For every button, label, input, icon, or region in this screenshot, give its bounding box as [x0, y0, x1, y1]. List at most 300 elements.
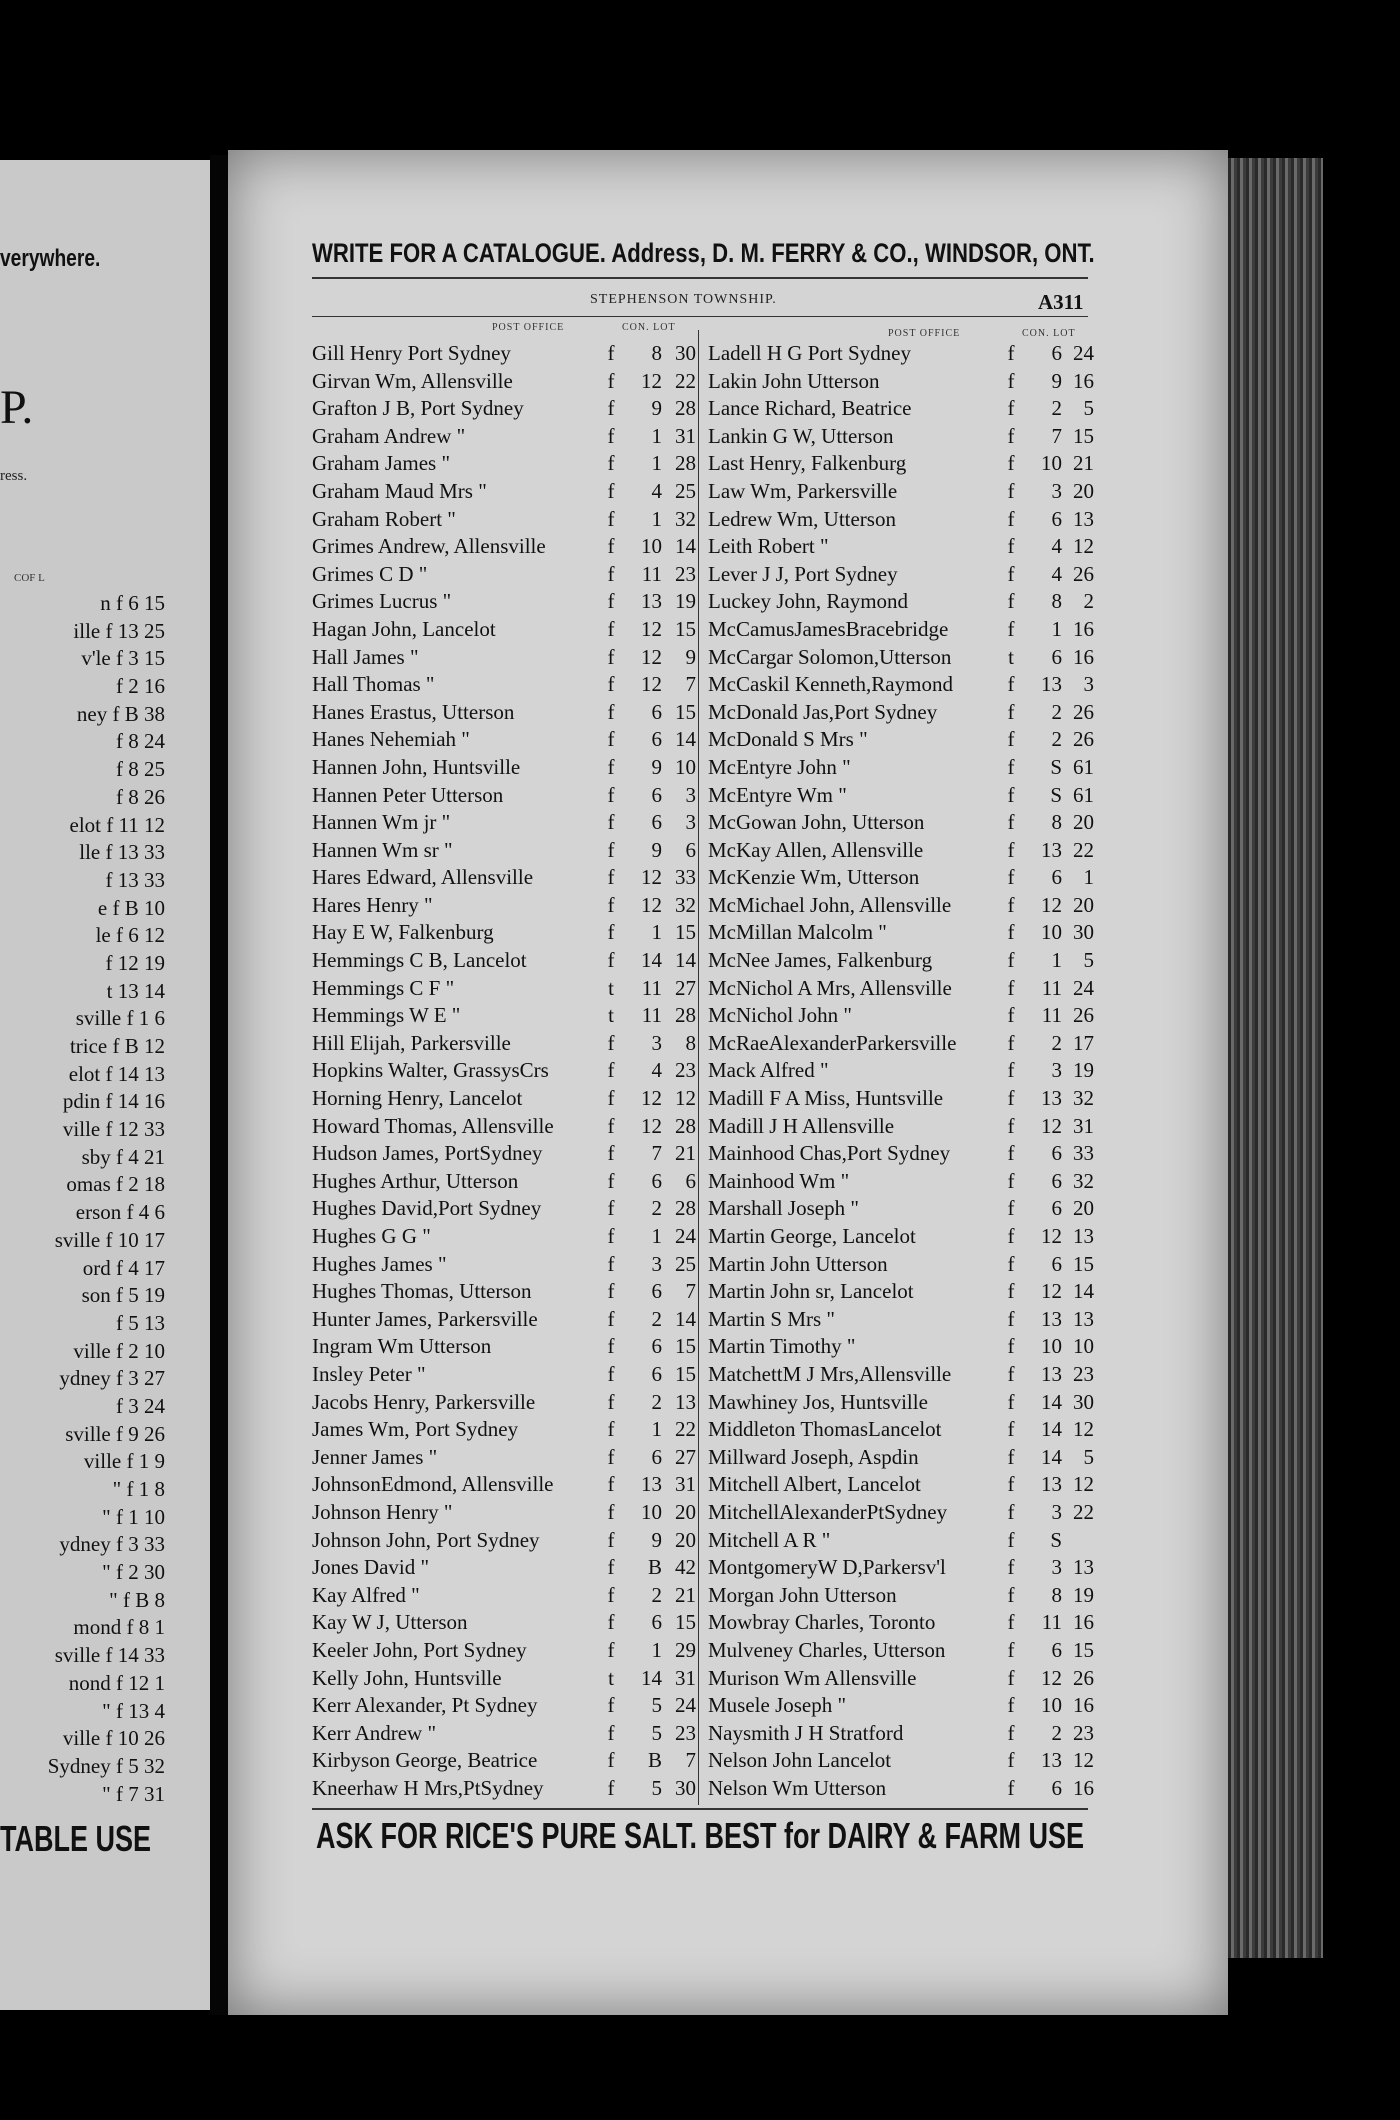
entry-concession: 13 — [1041, 1748, 1062, 1773]
entry-name: Martin S Mrs " — [708, 1306, 835, 1331]
entry-name: Mainhood Wm " — [708, 1168, 850, 1193]
left-page-row: trice f B 12 — [69, 1034, 165, 1058]
entry-class: f — [607, 865, 615, 890]
entry-class: f — [1007, 975, 1015, 1000]
entry-lot: 31 — [675, 423, 696, 448]
entry-name: Kneerhaw H Mrs,PtSydney — [312, 1775, 544, 1800]
left-page-header-fragment: verywhere. — [0, 245, 101, 272]
directory-entry — [312, 1389, 696, 1417]
entry-concession: 12 — [1041, 1224, 1062, 1248]
entry-lot: 21 — [675, 1141, 696, 1166]
entry-concession: 6 — [1051, 1251, 1062, 1276]
header-advertisement: WRITE FOR A CATALOGUE. Address, D. M. FERRY & CO., WINDSOR, ONT. — [312, 238, 1095, 268]
entry-lot: 26 — [1073, 1665, 1094, 1690]
directory-entry — [312, 809, 696, 837]
entry-concession: 13 — [641, 1472, 662, 1497]
entry-concession: S — [1050, 782, 1062, 807]
entry-class: f — [1007, 727, 1015, 752]
directory-entry — [708, 1499, 1092, 1527]
entry-concession: 6 — [1051, 1637, 1062, 1662]
entry-concession: 4 — [651, 478, 662, 503]
footer-advertisement: ASK FOR RICE'S PURE SALT. BEST for DAIRY & FARM USE — [316, 1815, 1084, 1856]
entry-class: f — [607, 1720, 615, 1745]
entry-name: Martin John Utterson — [708, 1251, 888, 1276]
directory-entry — [708, 671, 1092, 699]
entry-name: Hughes James " — [312, 1251, 447, 1276]
entry-concession: 2 — [1051, 1030, 1062, 1055]
directory-entry — [312, 919, 696, 947]
entry-name: Graham Robert " — [312, 506, 456, 531]
entry-name: Kerr Alexander, Pt Sydney — [312, 1693, 538, 1718]
directory-entry — [708, 450, 1092, 478]
left-page-row: ney f B 38 — [76, 701, 165, 726]
directory-entry — [708, 1030, 1092, 1058]
entry-lot: 30 — [675, 341, 696, 365]
entry-lot: 9 — [685, 644, 696, 669]
entry-name: Hughes David,Port Sydney — [312, 1196, 542, 1221]
entry-concession: B — [647, 1748, 662, 1773]
entry-concession: 9 — [1051, 368, 1062, 393]
entry-class: f — [607, 1058, 615, 1083]
entry-lot: 31 — [675, 1472, 696, 1497]
entry-name: Martin Timothy " — [708, 1334, 856, 1359]
entry-concession: 12 — [641, 892, 662, 917]
entry-concession: 6 — [651, 1168, 662, 1193]
entry-class: f — [607, 534, 615, 559]
directory-entry — [312, 1582, 696, 1610]
entry-concession: 6 — [651, 1334, 662, 1359]
directory-entry — [708, 1471, 1092, 1499]
entry-name: Hannen Wm sr " — [312, 837, 453, 862]
left-page-row: erson f 4 6 — [75, 1200, 165, 1225]
entry-lot: 15 — [1073, 1637, 1094, 1662]
entry-concession: 6 — [651, 1279, 662, 1304]
directory-entry — [312, 864, 696, 892]
entry-name: Millward Joseph, Aspdin — [708, 1444, 919, 1469]
directory-entry — [312, 1692, 696, 1720]
entry-name: McMillan Malcolm " — [708, 920, 887, 945]
entry-name: Lever J J, Port Sydney — [708, 561, 898, 586]
entry-class: f — [607, 810, 615, 835]
entry-class: f — [1007, 534, 1015, 559]
entry-lot: 28 — [675, 396, 696, 421]
directory-entry — [708, 1361, 1092, 1389]
entry-concession: 11 — [1041, 1610, 1062, 1635]
entry-class: f — [607, 1582, 615, 1607]
entry-name: McMichael John, Allensville — [708, 892, 952, 917]
entry-name: Murison Wm Allensville — [708, 1665, 917, 1690]
left-page-row: sville f 10 17 — [54, 1227, 165, 1252]
entry-class: f — [1007, 616, 1015, 641]
entry-name: Lankin G W, Utterson — [708, 423, 894, 448]
entry-name: Mowbray Charles, Toronto — [708, 1610, 936, 1635]
entry-class: f — [1007, 1665, 1015, 1690]
entry-concession: 6 — [1051, 341, 1062, 365]
directory-entry — [708, 1554, 1092, 1582]
entry-name: McEntyre John " — [708, 754, 851, 779]
entry-name: Hemmings C B, Lancelot — [312, 948, 527, 973]
entry-concession: 2 — [1051, 396, 1062, 421]
entry-name: Madill F A Miss, Huntsville — [708, 1086, 944, 1111]
directory-entry — [312, 1278, 696, 1306]
directory-entry — [708, 1306, 1092, 1334]
entry-lot: 30 — [1073, 920, 1094, 945]
entry-class: f — [607, 1693, 615, 1718]
entry-lot: 15 — [1073, 1251, 1094, 1276]
left-page-row: " f 7 31 — [102, 1781, 165, 1806]
entry-name: Lakin John Utterson — [708, 368, 880, 393]
entry-class: f — [607, 892, 615, 917]
entry-lot: 32 — [1073, 1086, 1094, 1111]
entry-concession: 13 — [1041, 1361, 1062, 1386]
entry-class: f — [1007, 1472, 1015, 1497]
entry-lot: 27 — [675, 1444, 696, 1469]
entry-concession: 13 — [1041, 1472, 1062, 1497]
entry-class: f — [1007, 948, 1015, 973]
left-page-row: f 8 26 — [116, 784, 165, 809]
entry-name: Keeler John, Port Sydney — [312, 1637, 527, 1662]
entry-concession: 14 — [1041, 1417, 1062, 1442]
entry-name: Grimes C D " — [312, 561, 428, 586]
entry-name: Graham Andrew " — [312, 423, 466, 448]
directory-entry — [312, 1195, 696, 1223]
township-subheading: STEPHENSON TOWNSHIP. — [590, 292, 777, 307]
entry-name: McGowan John, Utterson — [708, 810, 925, 835]
directory-entry — [708, 1692, 1092, 1720]
entry-lot: 28 — [675, 451, 696, 476]
entry-concession: 10 — [1041, 1334, 1062, 1359]
entry-name: Jones David " — [312, 1555, 430, 1580]
entry-concession: 3 — [1051, 478, 1062, 503]
directory-entry — [708, 1002, 1092, 1030]
entry-concession: 14 — [641, 1665, 662, 1690]
left-page-row: ydney f 3 27 — [59, 1366, 165, 1391]
entry-concession: 6 — [651, 1610, 662, 1635]
entry-class: f — [1007, 1361, 1015, 1386]
entry-lot: 19 — [1073, 1582, 1094, 1607]
entry-concession: 12 — [641, 1086, 662, 1111]
entry-lot: 20 — [1073, 810, 1094, 835]
entry-name: Law Wm, Parkersville — [708, 478, 898, 503]
entry-class: f — [1007, 865, 1015, 890]
directory-entry — [312, 1113, 696, 1141]
entry-name: JohnsonEdmond, Allensville — [312, 1472, 554, 1497]
entry-name: Hughes Thomas, Utterson — [312, 1279, 532, 1304]
entry-name: Gill Henry Port Sydney — [312, 341, 511, 365]
entry-lot: 24 — [1073, 341, 1094, 365]
entry-name: Mack Alfred " — [708, 1058, 829, 1083]
directory-entry — [708, 1057, 1092, 1085]
entry-name: Morgan John Utterson — [708, 1582, 897, 1607]
entry-name: Naysmith J H Stratford — [708, 1720, 904, 1745]
entry-concession: 6 — [1051, 1196, 1062, 1221]
left-page-row: f 8 24 — [116, 729, 165, 754]
entry-concession: 1 — [651, 920, 662, 945]
entry-lot: 14 — [675, 534, 696, 559]
entry-concession: 13 — [1041, 1306, 1062, 1331]
left-page-row: v'le f 3 15 — [81, 646, 165, 671]
entry-class: f — [1007, 699, 1015, 724]
entry-concession: 2 — [651, 1306, 662, 1331]
entry-concession: 1 — [651, 506, 662, 531]
directory-entry — [312, 1444, 696, 1472]
entry-name: McDonald S Mrs " — [708, 727, 868, 752]
directory-entry — [312, 561, 696, 589]
entry-class: f — [1007, 368, 1015, 393]
directory-entry — [312, 1720, 696, 1748]
entry-concession: 11 — [641, 1003, 662, 1028]
entry-lot: 12 — [1073, 1472, 1094, 1497]
right-con-lot-header: CON. LOT — [1022, 328, 1076, 339]
entry-lot: 12 — [1073, 1417, 1094, 1442]
entry-lot: 32 — [1073, 1168, 1094, 1193]
entry-concession: 2 — [1051, 727, 1062, 752]
left-page-column-label: COF L — [14, 572, 45, 584]
entry-concession: 4 — [651, 1058, 662, 1083]
directory-entry — [312, 616, 696, 644]
entry-class: f — [1007, 1030, 1015, 1055]
entry-name: Lance Richard, Beatrice — [708, 396, 912, 421]
entry-lot: 28 — [675, 1113, 696, 1138]
entry-concession: 2 — [651, 1582, 662, 1607]
entry-concession: B — [647, 1555, 662, 1580]
entry-name: Hemmings W E " — [312, 1003, 461, 1028]
entry-lot: 20 — [675, 1499, 696, 1524]
left-page-row: f 3 24 — [116, 1393, 165, 1418]
entry-concession: 2 — [651, 1389, 662, 1414]
entry-concession: 12 — [1041, 1279, 1062, 1304]
entry-concession: 12 — [1041, 892, 1062, 917]
left-page-row: f 13 33 — [105, 867, 165, 892]
left-page-row: ville f 2 10 — [73, 1338, 165, 1363]
directory-entry — [708, 1527, 1092, 1555]
entry-name: McCargar Solomon,Utterson — [708, 644, 952, 669]
directory-entry — [708, 919, 1092, 947]
entry-class: f — [607, 616, 615, 641]
left-page-row: son f 5 19 — [81, 1283, 165, 1308]
entry-name: McEntyre Wm " — [708, 782, 847, 807]
entry-concession: 6 — [651, 727, 662, 752]
entry-name: McCamusJamesBracebridge — [708, 616, 949, 641]
left-page-row: mond f 8 1 — [73, 1615, 165, 1640]
entry-lot: 24 — [1073, 975, 1094, 1000]
entry-concession: 3 — [1051, 1058, 1062, 1083]
entry-name: Hunter James, Parkersville — [312, 1306, 538, 1331]
entry-class: f — [607, 920, 615, 945]
directory-entry — [708, 395, 1092, 423]
entry-lot: 27 — [675, 975, 696, 1000]
directory-entry — [312, 671, 696, 699]
entry-class: f — [607, 561, 615, 586]
entry-class: f — [607, 1030, 615, 1055]
directory-entry — [312, 1168, 696, 1196]
directory-entry — [708, 1389, 1092, 1417]
entry-name: MitchellAlexanderPtSydney — [708, 1499, 948, 1524]
left-page-row: " f 13 4 — [102, 1698, 165, 1723]
left-page-row: f 12 19 — [105, 950, 165, 975]
directory-entry — [708, 975, 1092, 1003]
entry-name: Hughes Arthur, Utterson — [312, 1168, 519, 1193]
directory-entry — [312, 450, 696, 478]
directory-entry — [708, 1140, 1092, 1168]
entry-name: McNee James, Falkenburg — [708, 948, 933, 973]
entry-class: f — [607, 368, 615, 393]
entry-lot: 6 — [685, 837, 696, 862]
left-page-row: sville f 9 26 — [65, 1421, 165, 1446]
entry-name: Mitchell A R " — [708, 1527, 831, 1552]
entry-concession: 10 — [1041, 920, 1062, 945]
entry-lot: 28 — [675, 1003, 696, 1028]
entry-lot: 15 — [675, 616, 696, 641]
entry-name: Hopkins Walter, GrassysCrs — [312, 1058, 549, 1083]
entry-class: f — [607, 1334, 615, 1359]
entry-concession: 10 — [1041, 1693, 1062, 1718]
entry-lot: 7 — [685, 672, 696, 697]
directory-entry — [312, 1223, 696, 1251]
left-page-row: f 8 25 — [116, 757, 165, 782]
entry-class: f — [607, 1141, 615, 1166]
entry-class: f — [1007, 837, 1015, 862]
left-page-row: nond f 12 1 — [68, 1670, 165, 1695]
entry-class: t — [608, 1665, 614, 1690]
entry-name: Mulveney Charles, Utterson — [708, 1637, 946, 1662]
directory-entry — [312, 1085, 696, 1113]
entry-lot: 23 — [675, 561, 696, 586]
entry-lot: 19 — [1073, 1058, 1094, 1083]
entry-lot: 26 — [1073, 561, 1094, 586]
directory-entry — [312, 947, 696, 975]
entry-class: f — [607, 1361, 615, 1386]
directory-entry — [312, 423, 696, 451]
entry-lot: 23 — [675, 1720, 696, 1745]
entry-class: f — [607, 1637, 615, 1662]
entry-lot: 16 — [1073, 1610, 1094, 1635]
left-page-row: sby f 4 21 — [81, 1144, 165, 1169]
entry-lot: 20 — [1073, 1196, 1094, 1221]
directory-entry — [312, 892, 696, 920]
entry-concession: 8 — [1051, 1582, 1062, 1607]
entry-name: Graham James " — [312, 451, 451, 476]
entry-lot: 13 — [1073, 1555, 1094, 1580]
entry-lot: 16 — [1073, 368, 1094, 393]
entry-concession: 12 — [1041, 1113, 1062, 1138]
directory-entry — [708, 754, 1092, 782]
entry-lot: 3 — [1083, 672, 1094, 697]
entry-name: Middleton ThomasLancelot — [708, 1417, 942, 1442]
entry-class: t — [1008, 644, 1014, 669]
entry-lot: 42 — [675, 1555, 696, 1580]
directory-entry — [312, 478, 696, 506]
entry-name: Kerr Andrew " — [312, 1720, 437, 1745]
entry-name: Mitchell Albert, Lancelot — [708, 1472, 921, 1497]
entry-concession: 10 — [641, 1499, 662, 1524]
entry-lot: 21 — [675, 1582, 696, 1607]
entry-name: Marshall Joseph " — [708, 1196, 859, 1221]
directory-entry — [312, 726, 696, 754]
entry-concession: 6 — [651, 1361, 662, 1386]
directory-entry — [312, 1333, 696, 1361]
entry-name: Jacobs Henry, Parkersville — [312, 1389, 536, 1414]
left-page-row: ville f 1 9 — [83, 1449, 165, 1474]
directory-entry — [312, 1775, 696, 1803]
directory-entry — [312, 588, 696, 616]
left-page-row: " f 1 10 — [102, 1504, 165, 1529]
left-column-listing — [312, 340, 696, 1802]
entry-concession: 3 — [651, 1030, 662, 1055]
entry-name: Hall Thomas " — [312, 672, 435, 697]
entry-concession: 6 — [1051, 1775, 1062, 1800]
entry-name: Girvan Wm, Allensville — [312, 368, 513, 393]
entry-class: f — [607, 1168, 615, 1193]
entry-name: McNichol John " — [708, 1003, 852, 1028]
entry-concession: 11 — [1041, 975, 1062, 1000]
entry-class: f — [607, 837, 615, 862]
entry-lot: 16 — [1073, 616, 1094, 641]
entry-name: Kirbyson George, Beatrice — [312, 1748, 538, 1773]
directory-entry — [312, 1361, 696, 1389]
directory-entry — [312, 782, 696, 810]
entry-class: f — [1007, 1444, 1015, 1469]
entry-lot: 15 — [675, 1334, 696, 1359]
entry-lot: 19 — [675, 589, 696, 614]
entry-name: Martin John sr, Lancelot — [708, 1279, 914, 1304]
entry-concession: 6 — [1051, 1168, 1062, 1193]
entry-lot: 20 — [1073, 892, 1094, 917]
left-page-row: ydney f 3 33 — [59, 1532, 165, 1557]
entry-concession: 2 — [1051, 1720, 1062, 1745]
entry-concession: S — [1050, 754, 1062, 779]
entry-class: f — [607, 341, 615, 365]
left-page-row: " f 1 8 — [112, 1477, 165, 1501]
entry-class: f — [1007, 1527, 1015, 1552]
entry-name: Hannen Wm jr " — [312, 810, 451, 835]
entry-lot: 15 — [675, 1361, 696, 1386]
entry-class: f — [1007, 1086, 1015, 1111]
directory-entry — [708, 1444, 1092, 1472]
entry-name: Hanes Erastus, Utterson — [312, 699, 515, 724]
entry-name: Kelly John, Huntsville — [312, 1665, 502, 1690]
entry-lot: 13 — [1073, 506, 1094, 531]
entry-lot: 31 — [675, 1665, 696, 1690]
book-spine — [210, 155, 228, 2015]
entry-name: Graham Maud Mrs " — [312, 478, 487, 503]
entry-concession: 12 — [641, 368, 662, 393]
entry-name: Hagan John, Lancelot — [312, 616, 496, 641]
directory-entry — [708, 1637, 1092, 1665]
entry-class: f — [607, 1748, 615, 1773]
entry-name: Ingram Wm Utterson — [312, 1334, 492, 1359]
entry-name: McDonald Jas,Port Sydney — [708, 699, 938, 724]
left-page-row: elot f 11 12 — [69, 812, 165, 837]
entry-lot: 12 — [1073, 534, 1094, 559]
entry-concession: 12 — [1041, 1665, 1062, 1690]
entry-name: McNichol A Mrs, Allensville — [708, 975, 952, 1000]
entry-lot: 10 — [675, 754, 696, 779]
entry-lot: 25 — [675, 478, 696, 503]
entry-class: f — [607, 1196, 615, 1221]
directory-entry — [312, 1554, 696, 1582]
entry-concession: 12 — [641, 644, 662, 669]
entry-lot: 32 — [675, 506, 696, 531]
left-page-row: Sydney f 5 32 — [47, 1753, 165, 1778]
entry-lot: 30 — [675, 1775, 696, 1800]
entry-lot: 20 — [675, 1527, 696, 1552]
entry-lot: 33 — [675, 865, 696, 890]
left-con-lot-header: CON. LOT — [622, 322, 676, 333]
left-post-office-header: POST OFFICE — [492, 322, 565, 333]
entry-lot: 22 — [675, 1417, 696, 1442]
entry-lot: 26 — [1073, 1003, 1094, 1028]
